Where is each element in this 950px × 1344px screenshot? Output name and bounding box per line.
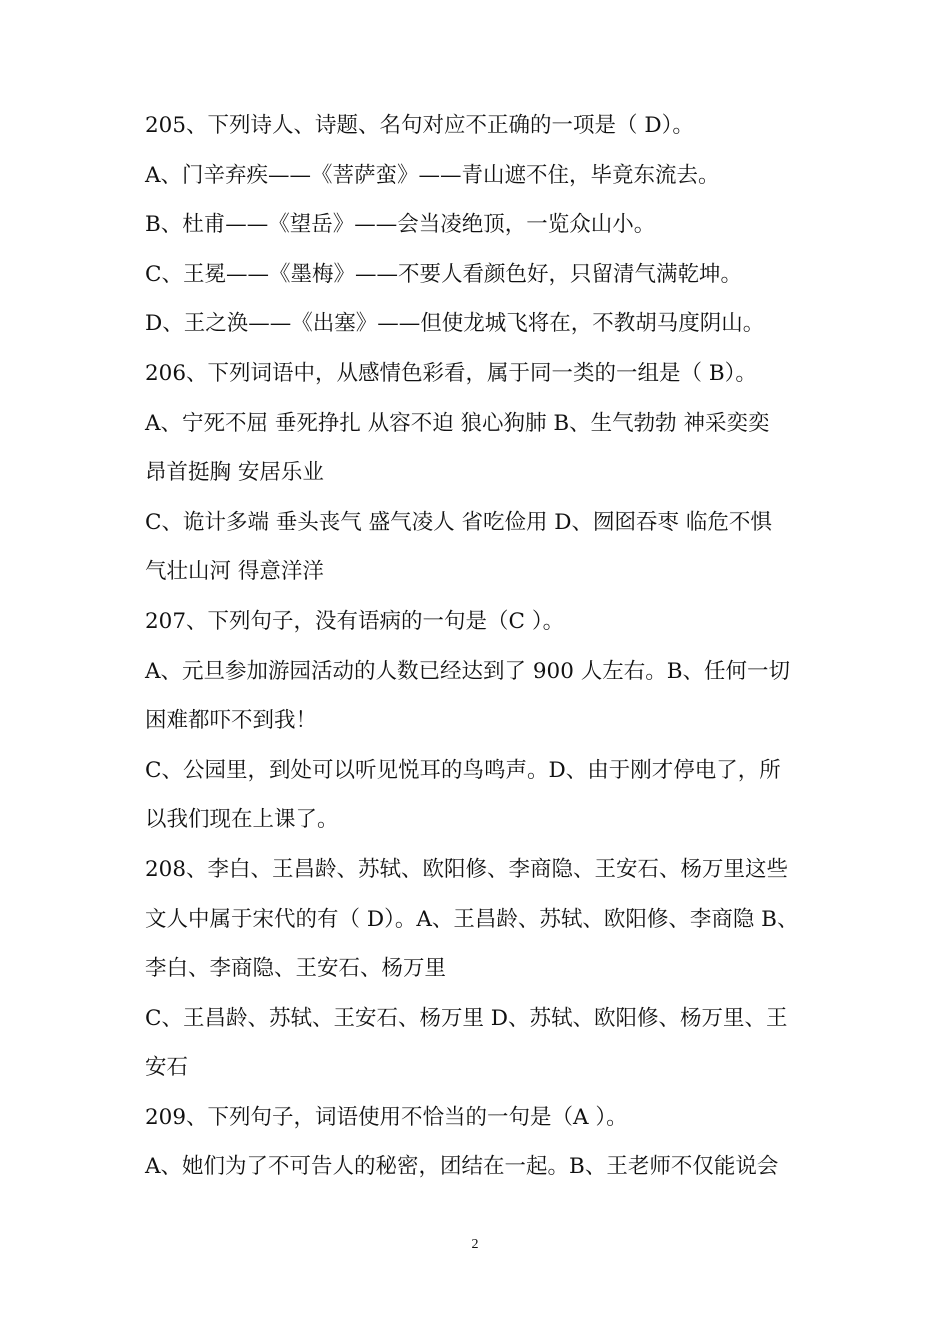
question-205-option-b: B、杜甫——《望岳》——会当凌绝顶，一览众山小。 xyxy=(145,212,656,238)
question-208-stem-line-2: 文人中属于宋代的有（ D）。A、王昌龄、苏轼、欧阳修、李商隐 B、 xyxy=(145,906,799,932)
question-205-option-a: A、门辛弃疾——《菩萨蛮》——青山遮不住，毕竟东流去。 xyxy=(145,162,720,188)
question-207-options-line-3: C、公园里，到处可以听见悦耳的鸟鸣声。D、由于刚才停电了，所 xyxy=(145,757,781,783)
question-206-options-line-2: 昂首挺胸 安居乐业 xyxy=(145,460,324,486)
question-207-stem: 207、下列句子，没有语病的一句是（C ）。 xyxy=(145,608,565,634)
question-208-options-line-1: 李白、李商隐、王安石、杨万里 xyxy=(145,956,447,982)
question-205-option-c: C、王冕——《墨梅》——不要人看颜色好，只留清气满乾坤。 xyxy=(145,261,742,287)
question-207-options-line-2: 困难都吓不到我！ xyxy=(145,708,318,734)
question-206-options-line-1: A、宁死不屈 垂死挣扎 从容不迫 狼心狗肺 B、生气勃勃 神采奕奕 xyxy=(145,410,770,436)
question-205-option-d: D、王之涣——《出塞》——但使龙城飞将在，不教胡马度阴山。 xyxy=(145,311,765,337)
question-208-options-line-3: 安石 xyxy=(145,1055,189,1081)
question-208-stem-line-1: 208、李白、王昌龄、苏轼、欧阳修、李商隐、王安石、杨万里这些 xyxy=(145,856,789,882)
question-209-stem: 209、下列句子，词语使用不恰当的一句是（A ）。 xyxy=(145,1104,628,1130)
question-206-options-line-3: C、诡计多端 垂头丧气 盛气凌人 省吃俭用 D、囫囵吞枣 临危不惧 xyxy=(145,509,772,535)
question-207-options-line-4: 以我们现在上课了。 xyxy=(145,807,339,833)
question-206-stem: 206、下列词语中，从感情色彩看，属于同一类的一组是（ B）。 xyxy=(145,360,757,386)
question-209-options-line-1: A、她们为了不可告人的秘密，团结在一起。B、王老师不仅能说会 xyxy=(145,1154,779,1180)
question-207-options-line-1: A、元旦参加游园活动的人数已经达到了 900 人左右。B、任何一切 xyxy=(145,658,791,684)
page-number: 2 xyxy=(471,1237,479,1252)
question-206-options-line-4: 气壮山河 得意洋洋 xyxy=(145,559,324,585)
document-body xyxy=(145,101,810,1192)
question-205-stem: 205、下列诗人、诗题、名句对应不正确的一项是（ D）。 xyxy=(145,113,694,138)
question-208-options-line-2: C、王昌龄、苏轼、王安石、杨万里 D、苏轼、欧阳修、杨万里、王 xyxy=(145,1005,788,1031)
